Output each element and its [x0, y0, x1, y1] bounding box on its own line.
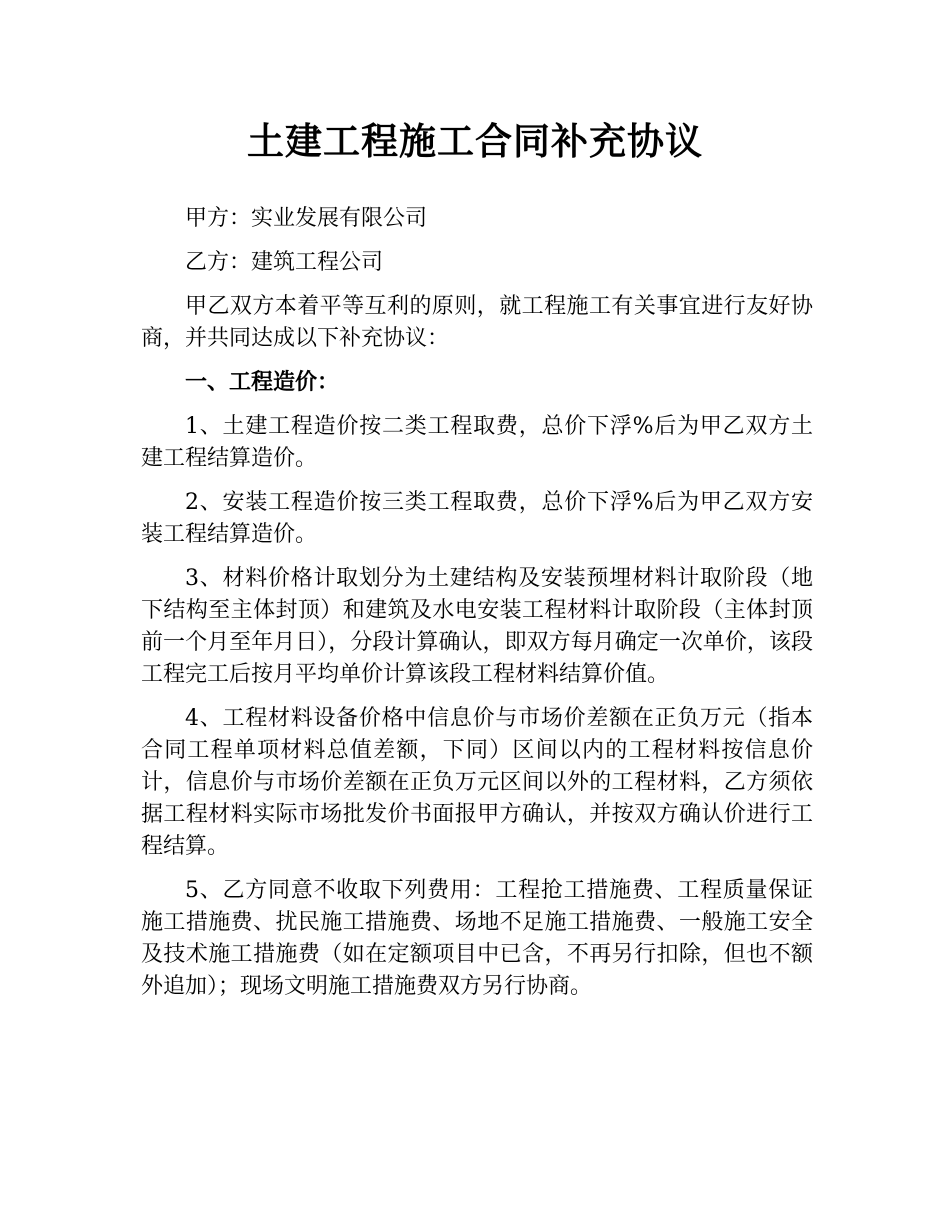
document-body: [141, 203, 813, 1015]
party-b-line: 乙方：建筑工程公司: [185, 250, 384, 275]
preamble-paragraph: 甲乙双方本着平等互利的原则，就工程施工有关事宜进行友好协商，并共同达成以下补充协议：: [141, 294, 813, 351]
clause-3: 3、材料价格计取划分为土建结构及安装预埋材料计取阶段（地下结构至主体封顶）和建筑及水电安装工程材料计取阶段（主体封顶前一个月至年月日），分段计算确认，即双方每月确定一次单价，该段工程完工后按月平均单价计算该段工程材料结算价值。: [141, 566, 813, 687]
clause-5: 5、乙方同意不收取下列费用：工程抢工措施费、工程质量保证施工措施费、扰民施工措施费、场地不足施工措施费、一般施工安全及技术施工措施费（如在定额项目中已含，不再另行扣除，但也不额外追加）；现场文明施工措施费双方另行协商。: [141, 878, 813, 999]
party-a-line: 甲方：实业发展有限公司: [185, 206, 428, 231]
clause-1: 1、土建工程造价按二类工程取费，总价下浮%后为甲乙双方土建工程结算造价。: [141, 414, 813, 471]
clause-2: 2、安装工程造价按三类工程取费，总价下浮%后为甲乙双方安装工程结算造价。: [141, 490, 813, 547]
section-heading-cost: 一、工程造价：: [185, 370, 340, 395]
document-title: 土建工程施工合同补充协议: [247, 120, 703, 163]
clause-4: 4、工程材料设备价格中信息价与市场价差额在正负万元（指本合同工程单项材料总值差额，下同）区间以内的工程材料按信息价计，信息价与市场价差额在正负万元区间以外的工程材料，乙方须依据工程材料实际市场批发价书面报甲方确认，并按双方确认价进行工程结算。: [141, 706, 813, 859]
